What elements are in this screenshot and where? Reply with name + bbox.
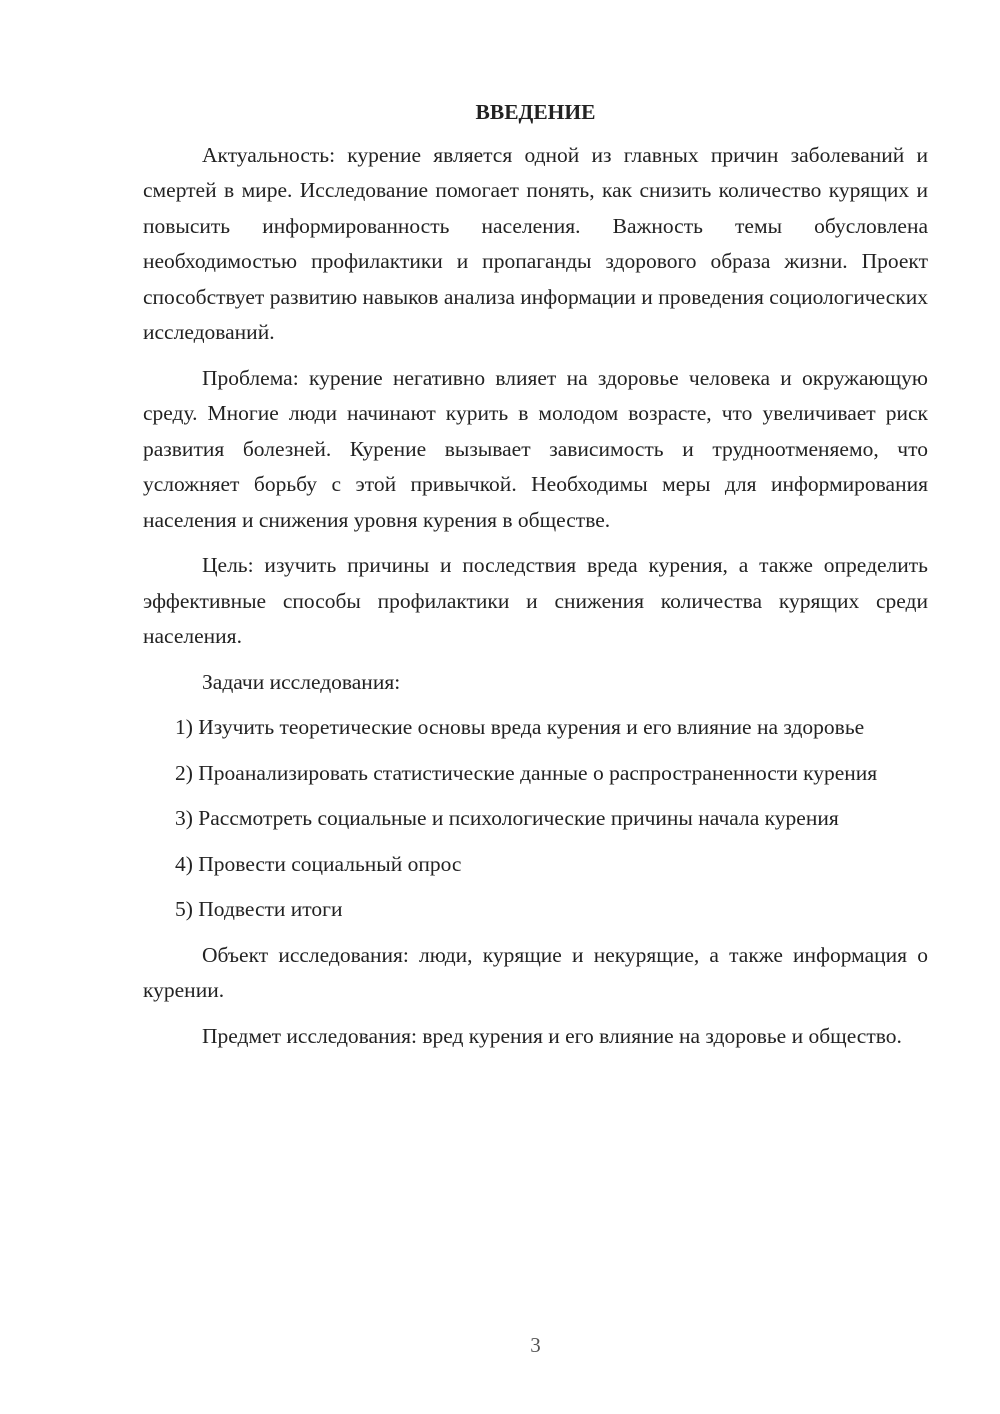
problem-paragraph: Проблема: курение негативно влияет на здоровье человека и окружающую среду. Многие люди начинают курить в молодом возрасте, что увеличивает риск развития болезней. Курение вызывает зависимость и трудноотменяемо, что усложняет борьбу с этой привычкой. Необходимы меры для информирования населения и снижения уровня курения в обществе. [143, 365, 928, 532]
goal-paragraph: Цель: изучить причины и последствия вреда курения, а также определить эффективные способы профилактики и снижения количества курящих среди населения. [143, 553, 928, 648]
page-number: 3 [530, 1333, 541, 1357]
document-page [143, 95, 928, 1064]
object-paragraph: Объект исследования: люди, курящие и некурящие, а также информация о курении. [143, 942, 928, 1002]
task-item-3: 3) Рассмотреть социальные и психологические причины начала курения [175, 806, 839, 830]
task-item-2: 2) Проанализировать статистические данные о распространенности курения [175, 760, 878, 785]
task-item-4: 4) Провести социальный опрос [175, 851, 462, 876]
task-item-1: 1) Изучить теоретические основы вреда курения и его влияние на здоровье [175, 715, 865, 739]
subject-paragraph: Предмет исследования: вред курения и его влияние на здоровье и общество. [202, 1023, 902, 1048]
task-item-5: 5) Подвести итоги [175, 897, 343, 921]
tasks-heading: Задачи исследования: [202, 669, 401, 694]
document-title: ВВЕДЕНИЕ [475, 100, 596, 124]
relevance-paragraph: Актуальность: курение является одной из главных причин заболеваний и смертей в мире. Исследование помогает понять, как снизить количество курящих и повысить информированность населения. Важность темы обусловлена необходимостью профилактики и пропаганды здорового образа жизни. Проект способствует развитию навыков анализа информации и проведения социологических исследований. [143, 142, 928, 344]
